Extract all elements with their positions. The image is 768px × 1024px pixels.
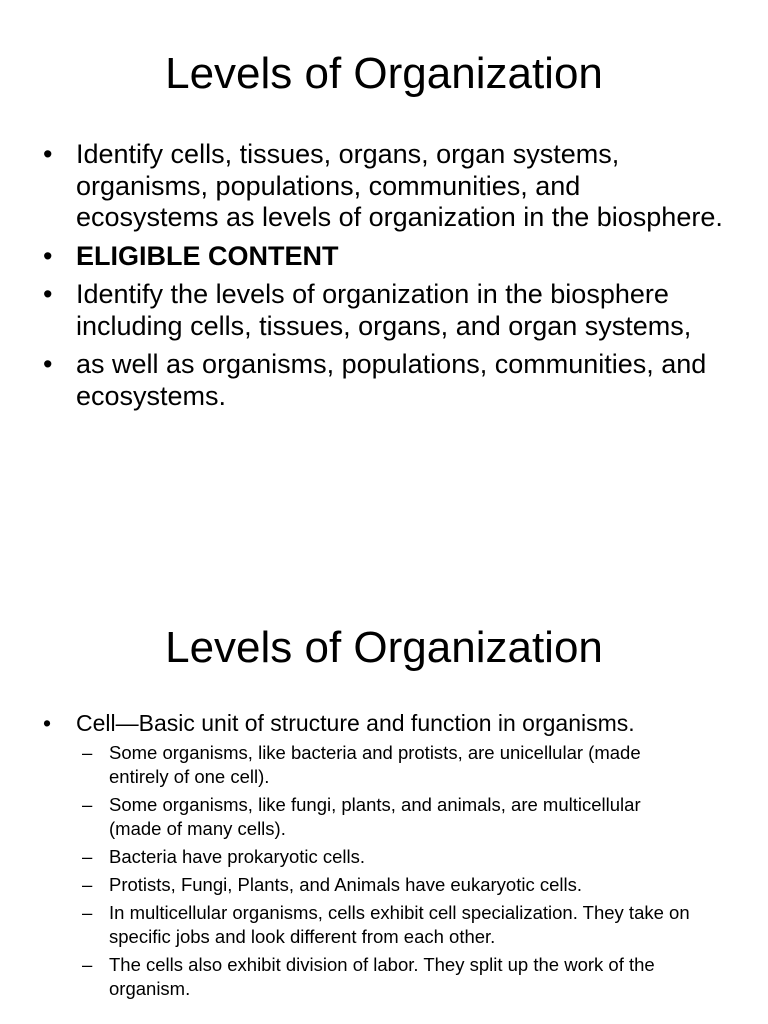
slide-title: Levels of Organization bbox=[165, 49, 603, 98]
slide-2 bbox=[0, 592, 768, 1024]
bullet-text: Cell—Basic unit of structure and function in organisms. bbox=[76, 710, 635, 736]
bullet-text: ELIGIBLE CONTENT bbox=[76, 240, 339, 271]
sub-bullet-item bbox=[0, 793, 728, 841]
sub-bullet-text: The cells also exhibit division of labor. They split up the work of the organism. bbox=[109, 954, 655, 999]
slide-title: Levels of Organization bbox=[165, 623, 603, 672]
bullet-marker: • bbox=[43, 139, 53, 169]
sub-bullet-text: Some organisms, like bacteria and protists, are unicellular (made entirely of one cell). bbox=[109, 742, 641, 787]
bullet-item-eligible-content bbox=[0, 241, 768, 273]
dash-marker: – bbox=[82, 742, 93, 763]
dash-marker: – bbox=[82, 794, 93, 815]
sub-bullet-item bbox=[0, 845, 728, 869]
bullet-marker: • bbox=[43, 279, 53, 309]
sub-bullet-text: In multicellular organisms, cells exhibit cell specialization. They take on specific jobs and look different from each other. bbox=[109, 902, 690, 947]
bullet-item bbox=[0, 139, 768, 234]
sub-bullet-text: Protists, Fungi, Plants, and Animals have eukaryotic cells. bbox=[109, 874, 582, 895]
dash-marker: – bbox=[82, 846, 93, 867]
dash-marker: – bbox=[82, 874, 93, 895]
bullet-item-cell bbox=[0, 709, 768, 1001]
sub-bullet-list bbox=[76, 741, 728, 1001]
bullet-marker: • bbox=[43, 710, 52, 736]
bullet-list bbox=[0, 139, 768, 419]
bullet-item bbox=[0, 349, 768, 412]
dash-marker: – bbox=[82, 902, 93, 923]
bullet-list bbox=[0, 709, 768, 1007]
dash-marker: – bbox=[82, 954, 93, 975]
bullet-item bbox=[0, 279, 768, 342]
sub-bullet-item bbox=[0, 953, 728, 1001]
bullet-text: as well as organisms, populations, communities, and ecosystems. bbox=[76, 349, 707, 411]
bullet-marker: • bbox=[43, 349, 53, 379]
bullet-text: Identify cells, tissues, organs, organ systems, organisms, populations, communities, and ecosystems as levels of organization in the biosphere. bbox=[76, 139, 723, 232]
bullet-text: Identify the levels of organization in the biosphere including cells, tissues, organs, and organ systems, bbox=[76, 279, 692, 341]
sub-bullet-text: Bacteria have prokaryotic cells. bbox=[109, 846, 366, 867]
sub-bullet-item bbox=[0, 741, 728, 789]
sub-bullet-text: Some organisms, like fungi, plants, and animals, are multicellular (made of many cells). bbox=[109, 794, 641, 839]
bullet-marker: • bbox=[43, 240, 53, 271]
sub-bullet-item bbox=[0, 873, 728, 897]
sub-bullet-item bbox=[0, 901, 728, 949]
